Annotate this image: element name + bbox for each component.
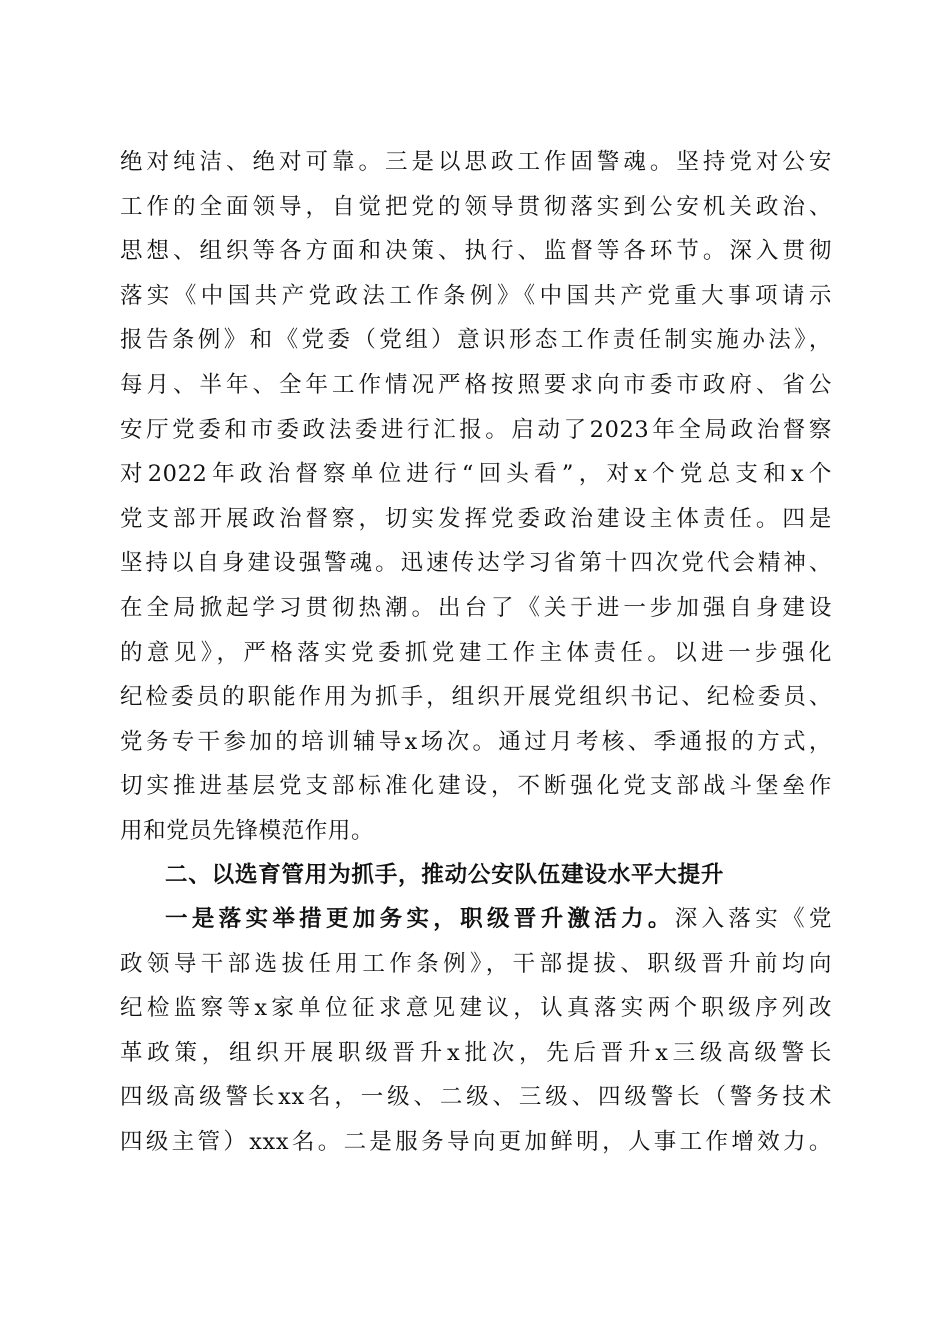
text-line: 纪检委员的职能作用为抓手，组织开展党组织书记、纪检委员、 — [120, 684, 832, 711]
paragraph-party-building — [120, 140, 832, 854]
text-line: 党支部开展政治督察，切实发挥党委政治建设主体责任。四是 — [120, 505, 832, 532]
text-line: 安厅党委和市委政法委进行汇报。启动了2023年全局政治督察 — [120, 416, 832, 443]
text-line: 的意见》，严格落实党委抓党建工作主体责任。以进一步强化 — [120, 639, 832, 666]
text-line: 用和党员先锋模范作用。 — [120, 817, 375, 844]
text-line: 每月、半年、全年工作情况严格按照要求向市委市政府、省公 — [120, 371, 832, 398]
text-line: 革政策，组织开展职级晋升x批次，先后晋升x三级高级警长 — [120, 1039, 832, 1066]
text-line: 对2022年政治督察单位进行“回头看”，对x个党总支和x个 — [120, 461, 832, 488]
text-line: 四级主管）xxx名。二是服务导向更加鲜明，人事工作增效力。 — [120, 1128, 832, 1155]
text-line: 绝对纯洁、绝对可靠。三是以思政工作固警魂。坚持党对公安 — [120, 149, 832, 175]
text-line: 落实《中国共产党政法工作条例》《中国共产党重大事项请示 — [120, 282, 832, 309]
text-line: 四级高级警长xx名，一级、二级、三级、四级警长（警务技术 — [120, 1084, 832, 1111]
text-line: 党务专干参加的培训辅导x场次。通过月考核、季通报的方式， — [120, 728, 832, 755]
text-line: 思想、组织等各方面和决策、执行、监督等各环节。深入贯彻 — [120, 238, 832, 265]
text-line: 工作的全面领导，自觉把党的领导贯彻落实到公安机关政治、 — [120, 193, 832, 220]
text-line: 切实推进基层党支部标准化建设，不断强化党支部战斗堡垒作 — [120, 773, 832, 800]
paragraph-promotion — [120, 897, 832, 1165]
text-line-first — [120, 897, 832, 942]
section-heading: 二、以选育管用为抓手，推动公安队伍建设水平大提升 — [165, 862, 725, 888]
text-line: 政领导干部选拔任用工作条例》，干部提拔、职级晋升前均向 — [120, 950, 832, 977]
text-line: 纪检监察等x家单位征求意见建议，认真落实两个职级序列改 — [120, 995, 832, 1022]
text-line: 报告条例》和《党委（党组）意识形态工作责任制实施办法》， — [120, 327, 832, 354]
bold-lead-sentence: 一是落实举措更加务实，职级晋升激活力。 — [165, 906, 675, 932]
text-line: 坚持以自身建设强警魂。迅速传达学习省第十四次党代会精神、 — [120, 550, 832, 577]
text-line: 在全局掀起学习贯彻热潮。出台了《关于进一步加强自身建设 — [120, 594, 832, 621]
text-run: 深入落实《党 — [674, 906, 832, 932]
